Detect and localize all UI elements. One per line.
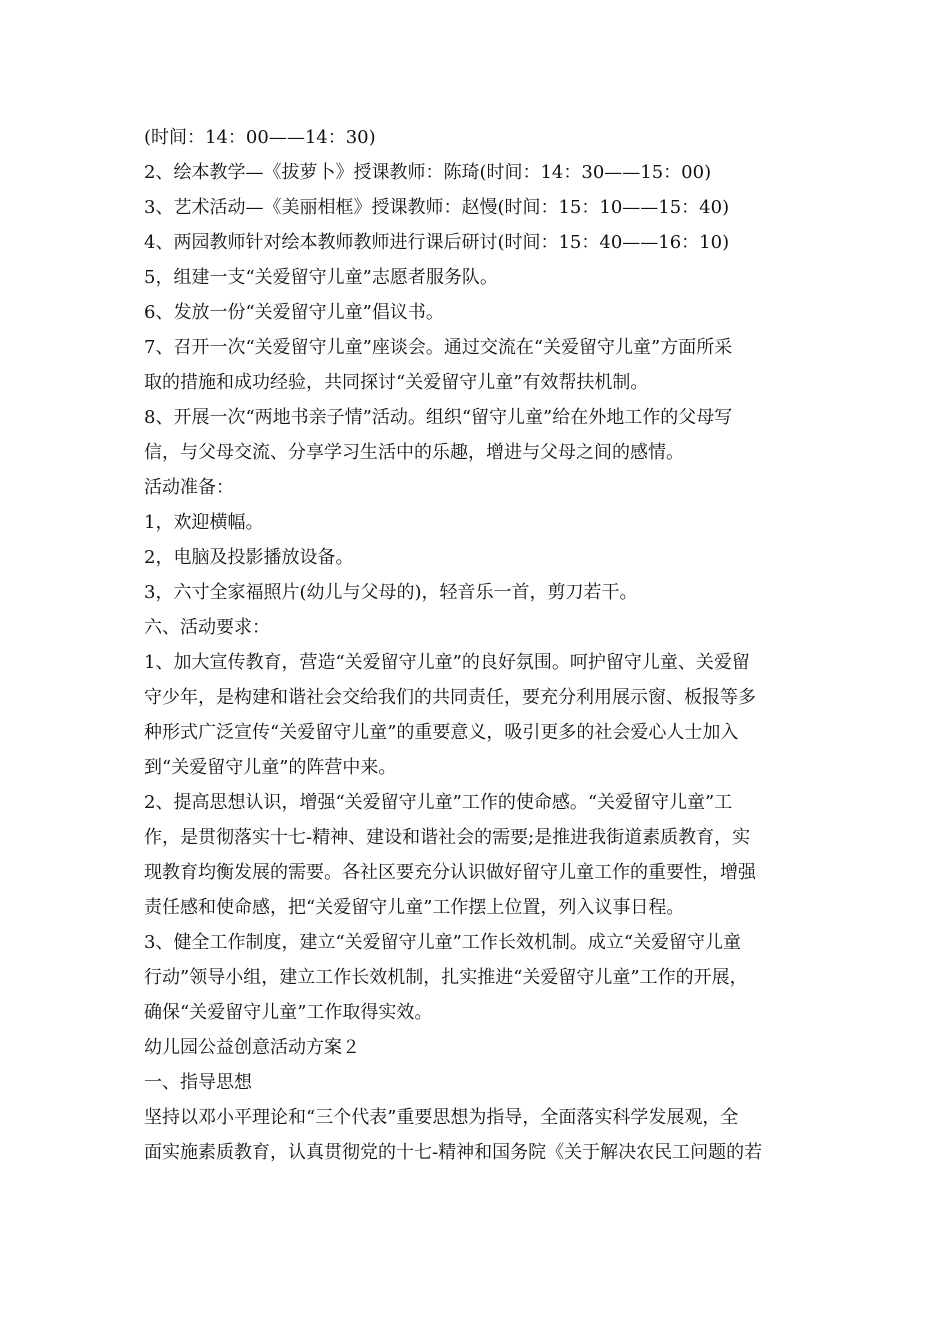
text-line: 取的措施和成功经验，共同探讨“关爱留守儿童”有效帮扶机制。 xyxy=(144,372,649,393)
text-line: (时间：14：00——14：30) xyxy=(144,127,376,148)
text-line: 2、提高思想认识，增强“关爱留守儿童”工作的使命感。“关爱留守儿童”工 xyxy=(144,792,733,813)
text-line: 7、召开一次“关爱留守儿童”座谈会。通过交流在“关爱留守儿童”方面所采 xyxy=(144,337,733,358)
text-line: 坚持以邓小平理论和“三个代表”重要思想为指导，全面落实科学发展观，全 xyxy=(144,1107,739,1128)
text-line: 到“关爱留守儿童”的阵营中来。 xyxy=(144,757,397,778)
text-line: 面实施素质教育，认真贯彻党的十七-精神和国务院《关于解决农民工问题的若 xyxy=(144,1142,763,1163)
text-line: 2，电脑及投影播放设备。 xyxy=(144,547,354,568)
text-line: 8、开展一次“两地书亲子情”活动。组织“留守儿童”给在外地工作的父母写 xyxy=(144,407,733,428)
section-heading: 一、指导思想 xyxy=(144,1072,252,1093)
text-line: 3、艺术活动—《美丽相框》授课教师：赵慢(时间：15：10——15：40) xyxy=(144,197,730,218)
text-line: 3、健全工作制度，建立“关爱留守儿童”工作长效机制。成立“关爱留守儿童 xyxy=(144,932,742,953)
document-body xyxy=(144,120,824,1170)
text-line: 确保“关爱留守儿童”工作取得实效。 xyxy=(144,1002,433,1023)
text-line: 责任感和使命感，把“关爱留守儿童”工作摆上位置，列入议事日程。 xyxy=(144,897,685,918)
section-heading: 活动准备： xyxy=(144,477,234,498)
text-line: 守少年，是构建和谐社会交给我们的共同责任，要充分利用展示窗、板报等多 xyxy=(144,687,756,708)
text-line: 5，组建一支“关爱留守儿童”志愿者服务队。 xyxy=(144,267,498,288)
text-line: 现教育均衡发展的需要。各社区要充分认识做好留守儿童工作的重要性，增强 xyxy=(144,862,756,883)
text-line: 作，是贯彻落实十七-精神、建设和谐社会的需要;是推进我街道素质教育，实 xyxy=(144,827,751,848)
text-line: 种形式广泛宣传“关爱留守儿童”的重要意义，吸引更多的社会爱心人士加入 xyxy=(144,722,739,743)
text-line: 2、绘本教学—《拔萝卜》授课教师：陈琦(时间：14：30——15：00) xyxy=(144,162,712,183)
section-heading: 六、活动要求： xyxy=(144,617,270,638)
text-line: 信，与父母交流、分享学习生活中的乐趣，增进与父母之间的感情。 xyxy=(144,442,684,463)
text-line: 4、两园教师针对绘本教师教师进行课后研讨(时间：15：40——16：10) xyxy=(144,232,730,253)
text-line: 6、发放一份“关爱留守儿童”倡议书。 xyxy=(144,302,444,323)
text-line: 1、加大宣传教育，营造“关爱留守儿童”的良好氛围。呵护留守儿童、关爱留 xyxy=(144,652,750,673)
text-line: 1，欢迎横幅。 xyxy=(144,512,264,533)
text-line: 3，六寸全家福照片(幼儿与父母的)，轻音乐一首，剪刀若干。 xyxy=(144,582,638,603)
text-line: 行动”领导小组，建立工作长效机制，扎实推进“关爱留守儿童”工作的开展， xyxy=(144,967,748,988)
document-title: 幼儿园公益创意活动方案２ xyxy=(144,1037,360,1058)
